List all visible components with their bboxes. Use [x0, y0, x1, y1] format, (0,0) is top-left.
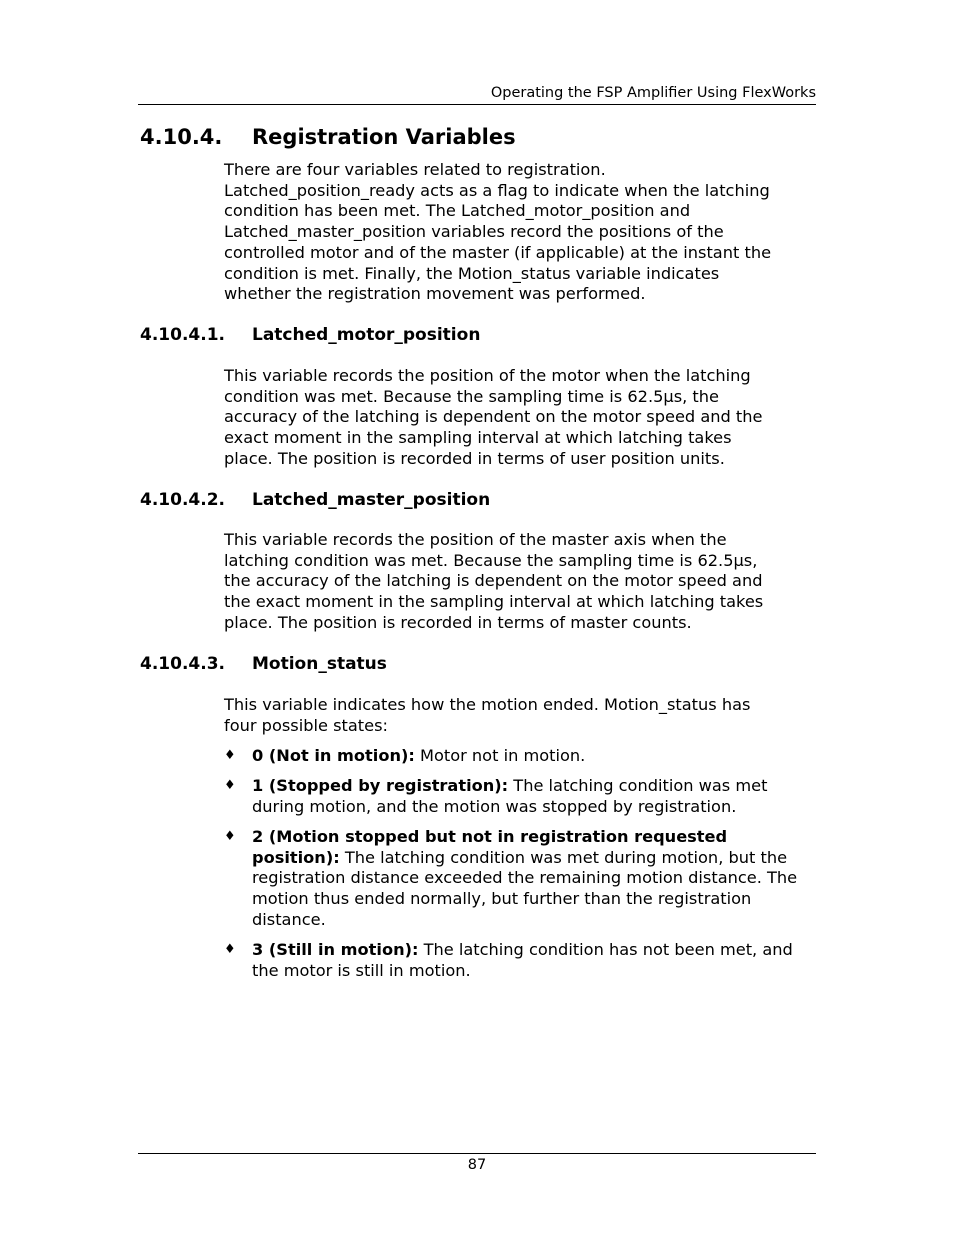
subsection-body — [224, 695, 814, 736]
subsection-heading — [140, 489, 490, 511]
text-line: This variable records the position of the master axis when the — [224, 530, 727, 549]
subsection-number: 4.10.4.3. — [140, 654, 225, 674]
state-label: 0 (Not in motion): — [252, 746, 415, 765]
subsection-body — [224, 530, 814, 634]
section-title: Registration Variables — [252, 125, 516, 149]
text-line: This variable indicates how the motion ended. Motion_status has — [224, 695, 751, 714]
state-description: The latching condition was met during motion, but the registration distance exceeded the remaining motion distance. The motion thus ended normally, but further than the registration distance. — [252, 847, 798, 929]
diamond-bullet-icon: ♦ — [224, 829, 236, 844]
state-description: The latching condition has not been met, and the motor is still in motion. — [252, 940, 793, 980]
section-intro — [224, 160, 814, 305]
subsection-title: Motion_status — [252, 654, 387, 674]
text-line: There are four variables related to registration. — [224, 160, 606, 179]
state-description: The latching condition was met during motion, and the motion was stopped by registration. — [252, 776, 768, 816]
text-line: place. The position is recorded in terms of user position units. — [224, 448, 725, 468]
state-description: Motor not in motion. — [414, 746, 586, 765]
subsection-body — [224, 366, 814, 470]
text-line: exact moment in the sampling interval at which latching takes — [224, 428, 732, 448]
text-line: whether the registration movement was performed. — [224, 284, 646, 304]
state-label: 2 (Motion stopped but not in registration requested position): — [252, 827, 728, 867]
subsection-heading — [140, 324, 480, 346]
subsection-title: Latched_motor_position — [252, 325, 481, 345]
diamond-bullet-icon: ♦ — [224, 778, 236, 793]
subsection-heading — [140, 653, 387, 675]
text-line: place. The position is recorded in terms of master counts. — [224, 612, 692, 632]
list-item — [224, 940, 814, 981]
text-line: condition has been met. The Latched_motor_position and — [224, 201, 691, 221]
section-heading — [140, 124, 516, 150]
page-number: 87 — [467, 1157, 487, 1173]
text-line: This variable records the position of the motor when the latching — [224, 366, 751, 385]
text-line: latching condition was met. Because the sampling time is 62.5µs, — [224, 550, 758, 570]
header-rule — [138, 104, 816, 105]
text-line: accuracy of the latching is dependent on the motor speed and the — [224, 407, 763, 427]
text-line: four possible states: — [224, 715, 388, 735]
text-line: controlled motor and of the master (if applicable) at the instant the — [224, 242, 772, 262]
state-label: 1 (Stopped by registration): — [252, 776, 509, 795]
diamond-bullet-icon: ♦ — [224, 748, 236, 763]
list-item — [224, 776, 814, 817]
section-number: 4.10.4. — [140, 125, 223, 149]
text-line: the accuracy of the latching is dependent on the motor speed and — [224, 571, 763, 591]
subsection-number: 4.10.4.2. — [140, 490, 225, 510]
list-item — [224, 746, 814, 767]
text-line: Latched_master_position variables record the positions of the — [224, 222, 724, 242]
text-line: Latched_position_ready acts as a flag to indicate when the latching — [224, 180, 770, 200]
text-line: condition was met. Because the sampling time is 62.5µs, the — [224, 386, 719, 406]
state-label: 3 (Still in motion): — [252, 940, 419, 959]
running-header: Operating the FSP Amplifier Using FlexWorks — [490, 85, 816, 101]
footer-rule — [138, 1153, 816, 1154]
subsection-number: 4.10.4.1. — [140, 325, 225, 345]
diamond-bullet-icon: ♦ — [224, 942, 236, 957]
subsection-title: Latched_master_position — [252, 490, 491, 510]
list-item — [224, 827, 814, 931]
text-line: condition is met. Finally, the Motion_status variable indicates — [224, 263, 720, 283]
text-line: the exact moment in the sampling interval at which latching takes — [224, 592, 764, 612]
